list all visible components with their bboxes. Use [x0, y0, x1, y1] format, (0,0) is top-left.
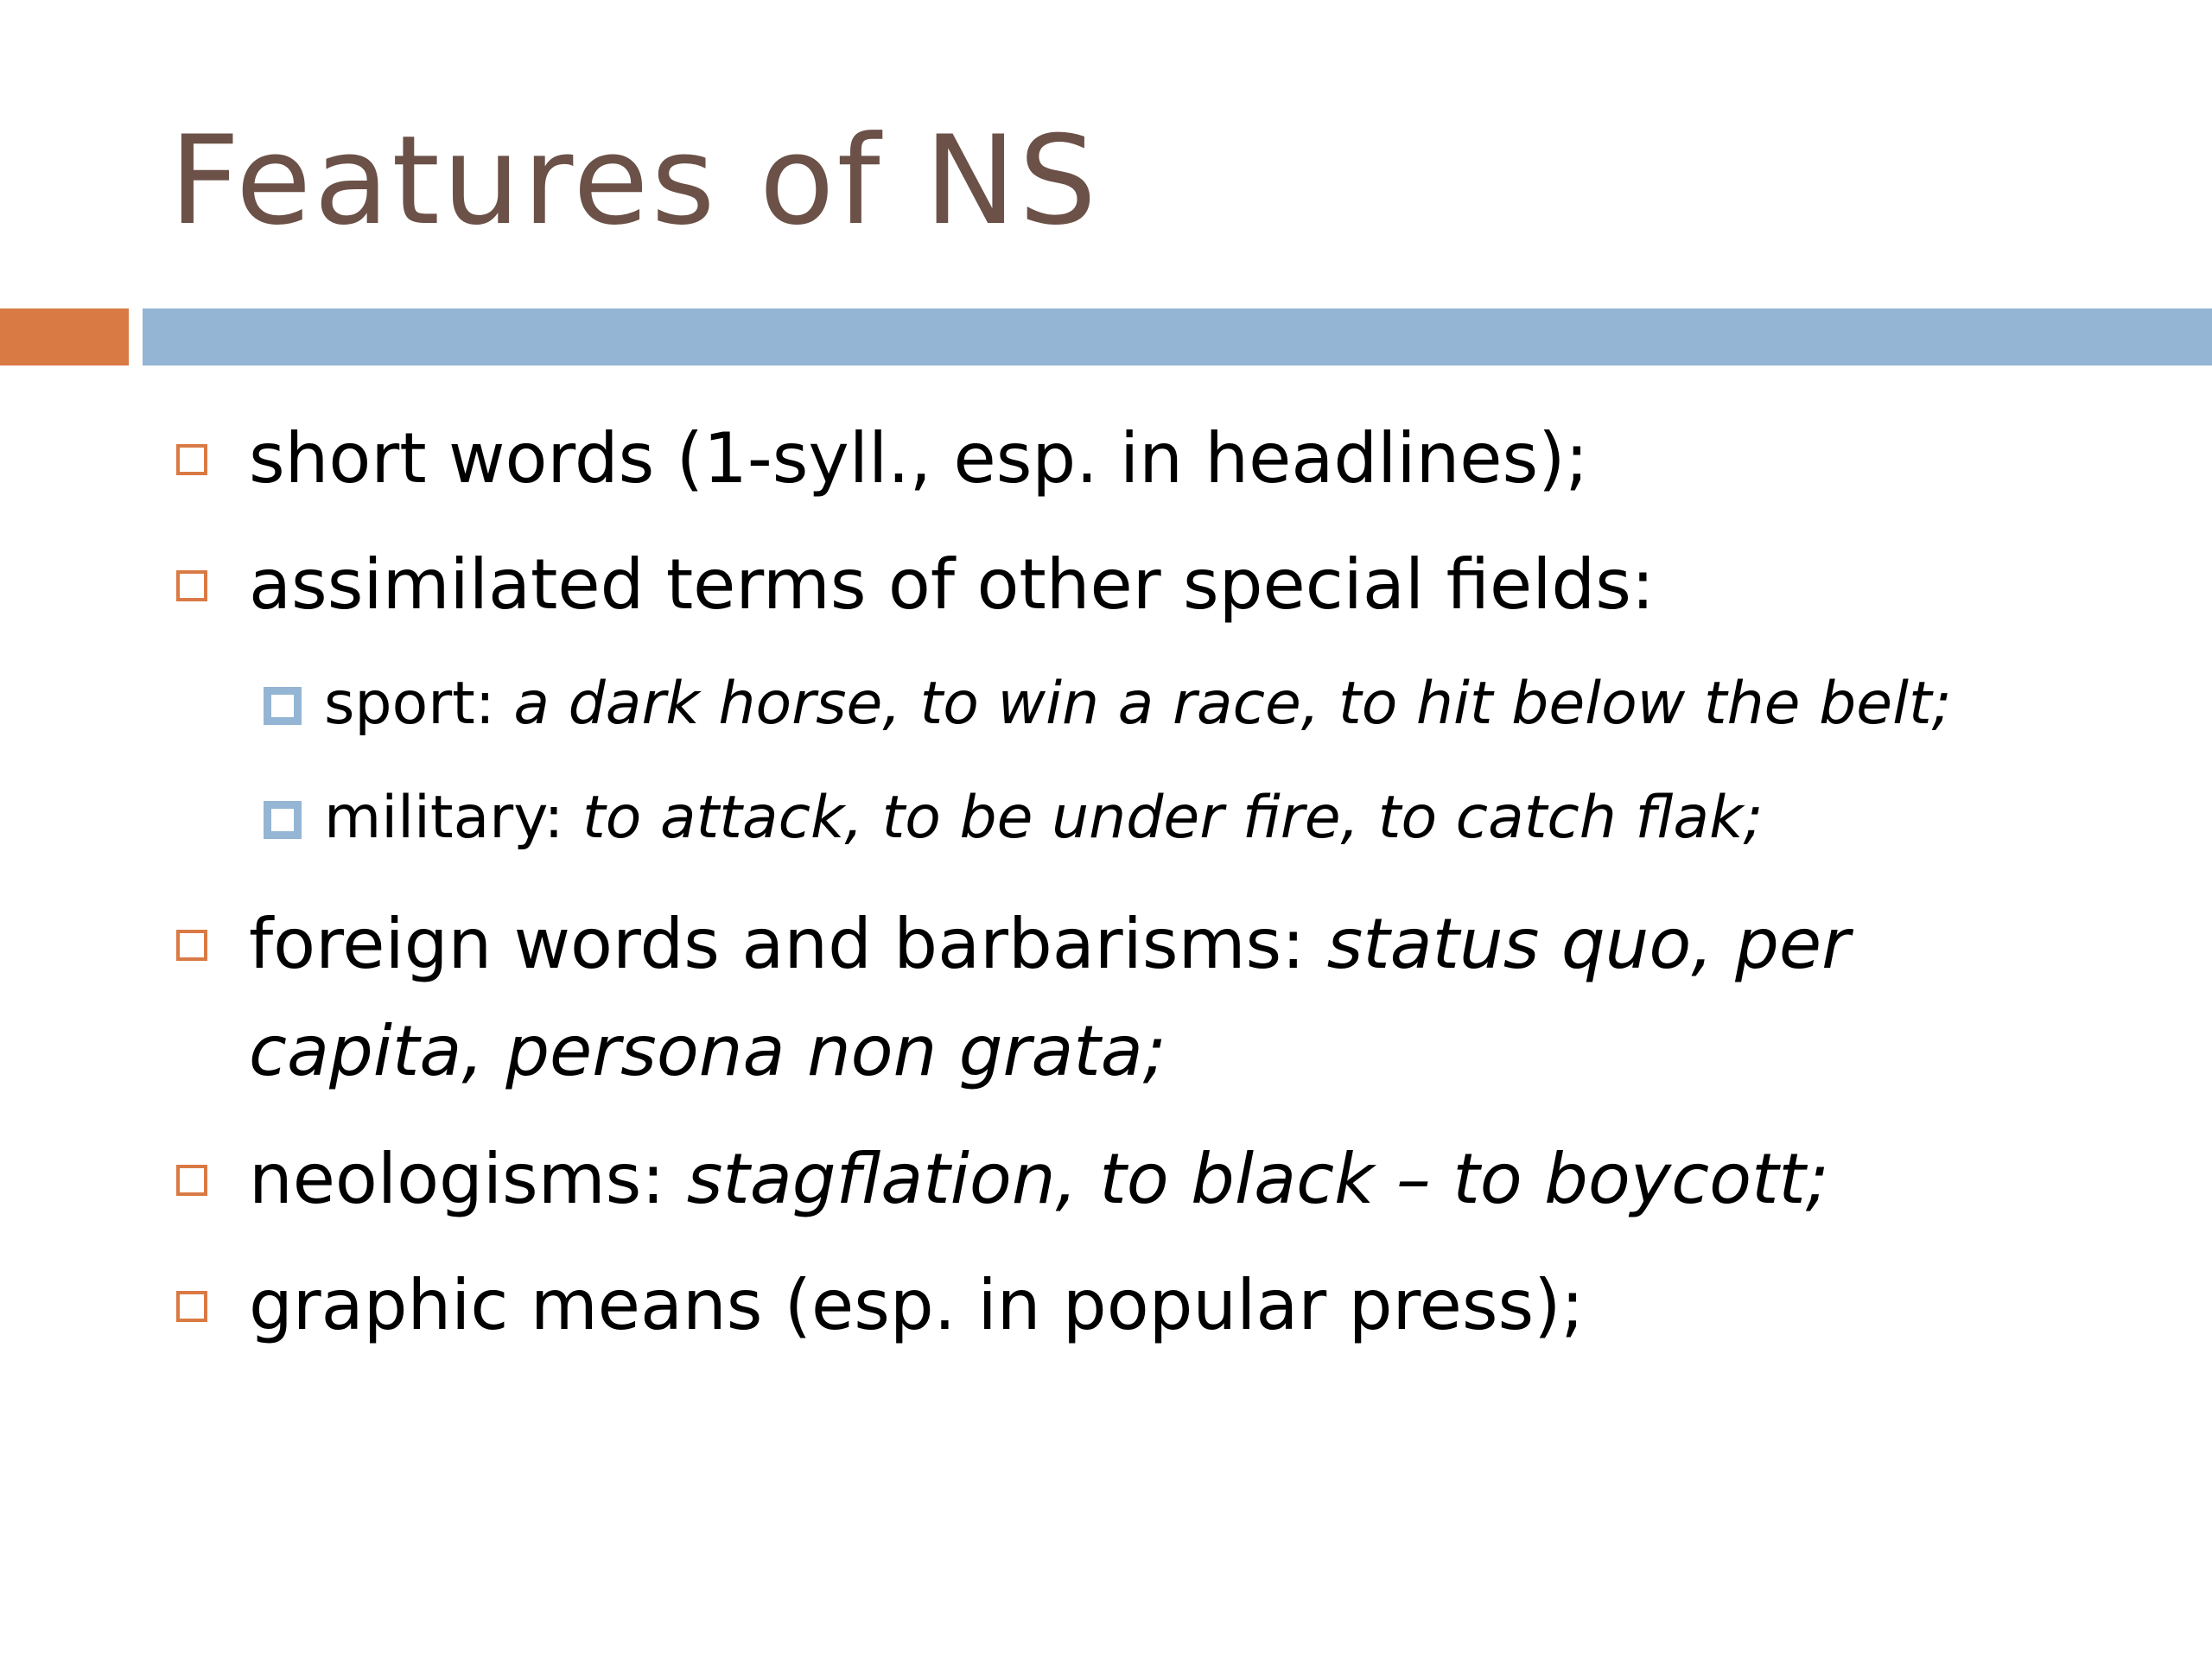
square-bullet-icon	[176, 570, 207, 601]
square-bullet-icon	[176, 1165, 207, 1196]
bullet-label: foreign words and barbarisms:	[249, 904, 1327, 984]
sub-bullet-label: military:	[324, 784, 583, 852]
bullet-examples-continued: capita, persona non grata;	[249, 1011, 1166, 1091]
sub-bullet-label: sport:	[324, 670, 514, 738]
bullet-text	[249, 890, 1977, 998]
square-sub-bullet-icon	[264, 687, 302, 725]
bullet-text	[249, 1125, 1977, 1233]
sub-bullet-examples: to attack, to be under fire, to catch flak;	[582, 784, 1764, 852]
square-bullet-icon	[176, 930, 207, 961]
bullet-text: assimilated terms of other special fields:	[249, 544, 1655, 625]
slide-title: Features of NS	[169, 110, 1100, 252]
bullet-text: short words (1-syll., esp. in headlines);	[249, 418, 1589, 499]
sub-bullet-text	[324, 775, 2139, 861]
bullet-examples: status quo, per	[1326, 904, 1851, 984]
bullet-examples: stagflation, to black – to boycott;	[686, 1139, 1829, 1219]
square-bullet-icon	[176, 444, 207, 475]
square-sub-bullet-icon	[264, 801, 302, 839]
square-bullet-icon	[176, 1291, 207, 1322]
sub-bullet-text	[324, 661, 2139, 747]
bullet-label: neologisms:	[249, 1139, 687, 1219]
bullet-text: graphic means (esp. in popular press);	[249, 1265, 1585, 1345]
sub-bullet-examples: a dark horse, to win a race, to hit below the belt;	[513, 670, 1952, 738]
